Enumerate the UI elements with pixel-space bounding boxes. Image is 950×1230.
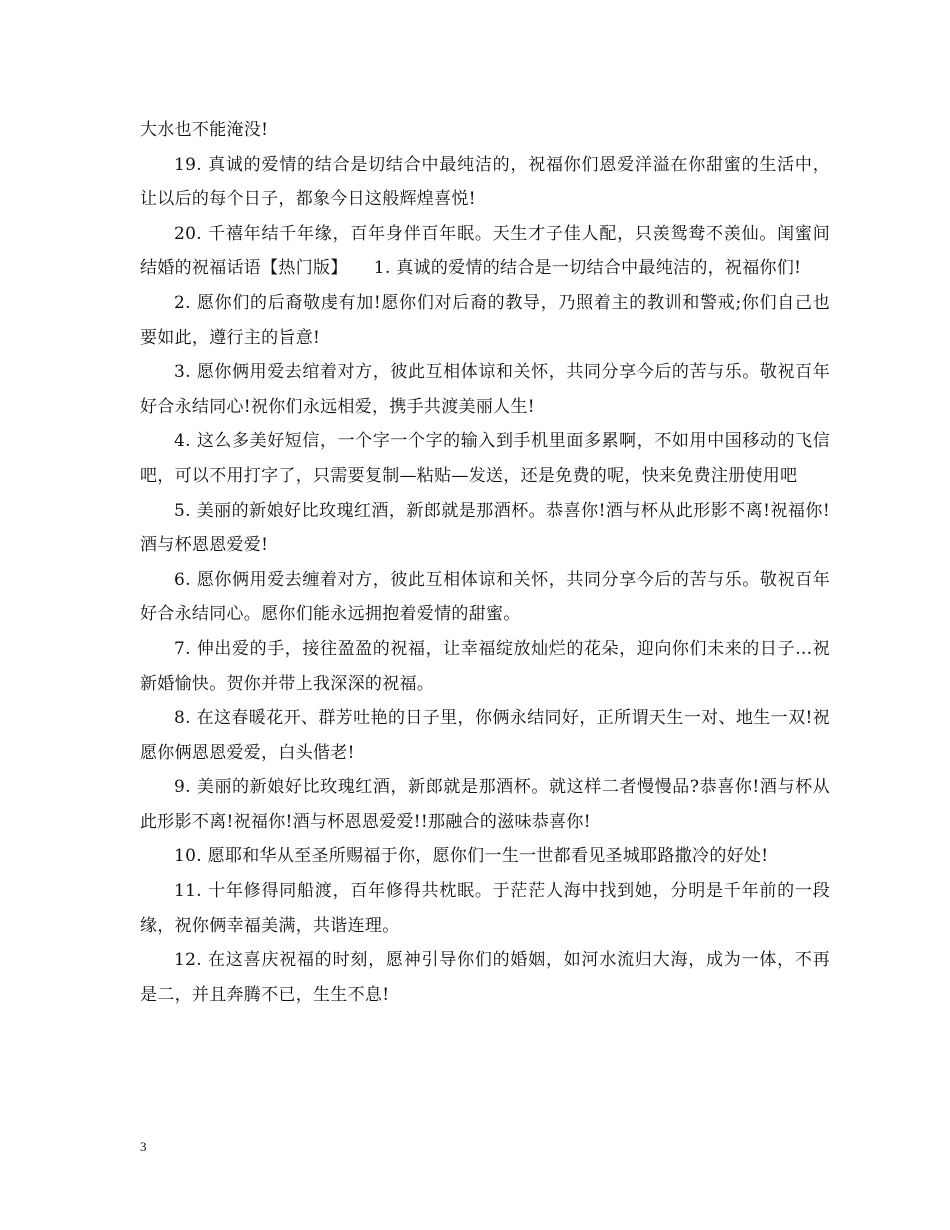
paragraph-item-2: 2. 愿你们的后裔敬虔有加!愿你们对后裔的教导，乃照着主的教训和警戒;你们自己也要如此，遵行主的旨意! xyxy=(140,292,830,348)
paragraph-item-20: 20. 千禧年结千年缘，百年身伴百年眠。天生才子佳人配，只羡鸳鸯不羡仙。闺蜜间结婚的祝福话语【热门版】 1. 真诚的爱情的结合是一切结合中最纯洁的，祝福你们! xyxy=(140,223,830,279)
paragraph-item-11: 11. 十年修得同船渡，百年修得共枕眠。于茫茫人海中找到她，分明是千年前的一段缘，祝你俩幸福美满，共谐连理。 xyxy=(140,881,830,936)
paragraph-item-8: 8. 在这春暖花开、群芳吐艳的日子里，你俩永结同好，正所谓天生一对、地生一双!祝愿你俩恩恩爱爱，白头偕老! xyxy=(140,708,830,763)
page-number: 3 xyxy=(140,1139,147,1154)
paragraph-item-9: 9. 美丽的新娘好比玫瑰红酒，新郎就是那酒杯。就这样二者慢慢品?恭喜你!酒与杯从此形影不离!祝福你!酒与杯恩恩爱爱!!那融合的滋味恭喜你! xyxy=(140,777,830,832)
paragraph-item-10: 10. 愿耶和华从至圣所赐福于你，愿你们一生一世都看见圣城耶路撒冷的好处! xyxy=(174,846,769,867)
paragraph-item-6: 6. 愿你俩用爱去缠着对方，彼此互相体谅和关怀，共同分享今后的苦与乐。敬祝百年好合永结同心。愿你们能永远拥抱着爱情的甜蜜。 xyxy=(140,569,830,625)
paragraph-item-3: 3. 愿你俩用爱去绾着对方，彼此互相体谅和关怀，共同分享今后的苦与乐。敬祝百年好合永结同心!祝你们永远相爱，携手共渡美丽人生! xyxy=(140,362,830,417)
paragraph-item-7: 7. 伸出爱的手，接往盈盈的祝福，让幸福绽放灿烂的花朵，迎向你们未来的日子…祝新婚愉快。贺你并带上我深深的祝福。 xyxy=(140,638,830,694)
paragraph-item-19: 19. 真诚的爱情的结合是切结合中最纯洁的，祝福你们恩爱洋溢在你甜蜜的生活中，让以后的每个日子，都象今日这般辉煌喜悦! xyxy=(140,154,830,210)
document-body xyxy=(140,113,830,1012)
paragraph-item-12: 12. 在这喜庆祝福的时刻，愿神引导你们的婚姻，如河水流归大海，成为一体，不再是二，并且奔腾不已，生生不息! xyxy=(140,950,830,1005)
paragraph-item-4: 4. 这么多美好短信，一个字一个字的输入到手机里面多累啊，不如用中国移动的飞信吧，可以不用打字了，只需要复制—粘贴—发送，还是免费的呢，快来免费注册使用吧 xyxy=(140,431,830,486)
paragraph-continuation: 大水也不能淹没! xyxy=(140,120,269,140)
paragraph-item-5: 5. 美丽的新娘好比玫瑰红酒，新郎就是那酒杯。恭喜你!酒与杯从此形影不离!祝福你!酒与杯恩恩爱爱! xyxy=(140,500,830,556)
